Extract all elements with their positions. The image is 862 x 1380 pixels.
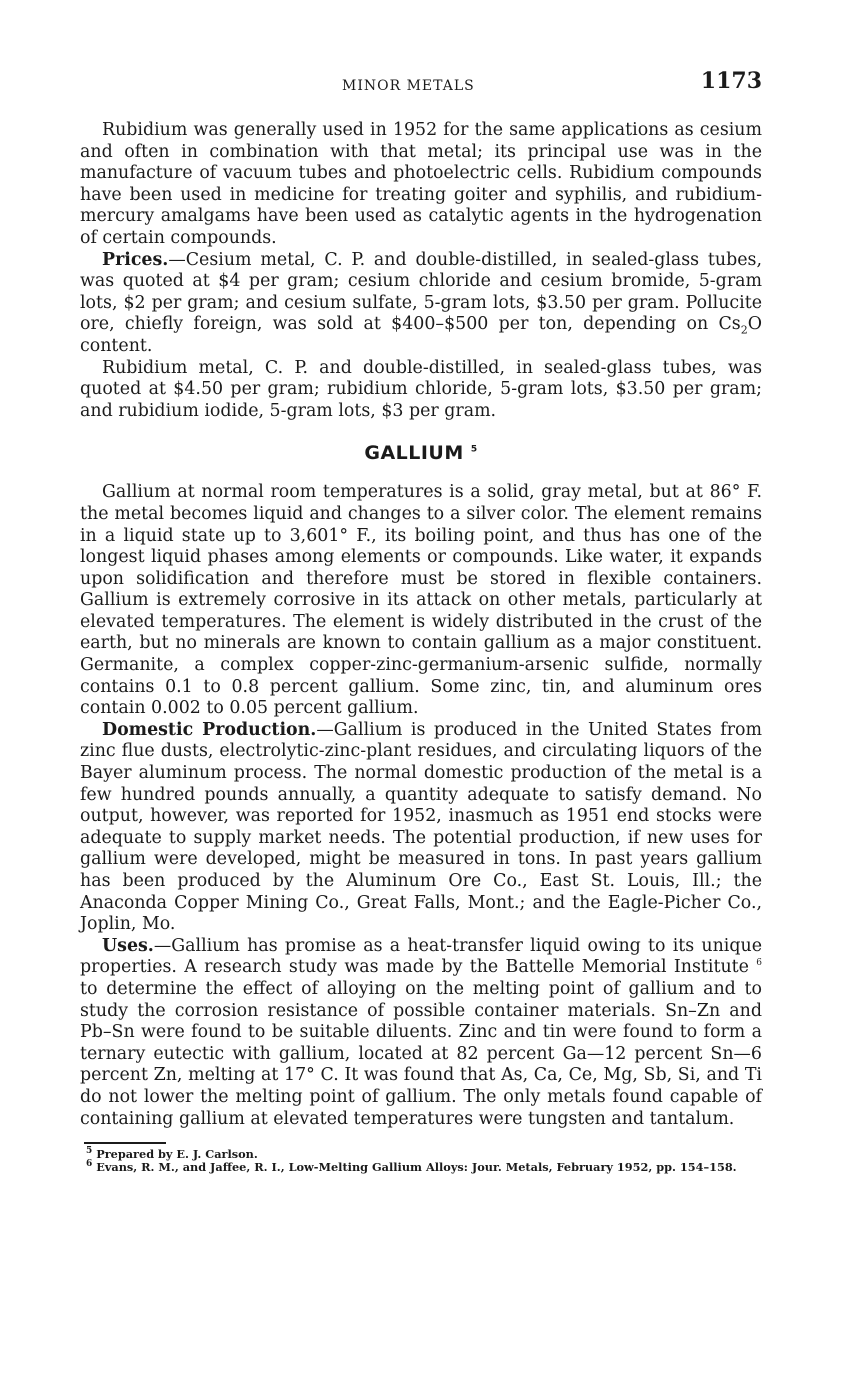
prices-text-end: O content. [80, 314, 762, 356]
footnote-text: Evans, R. M., and Jaffee, R. I., Low-Melting Gallium Alloys: Jour. Metals, February 1952, pp. 154–158. [96, 1160, 737, 1175]
prices-heading: Prices. [102, 249, 169, 270]
section-heading-gallium [80, 442, 762, 464]
page-number: 1173 [700, 68, 762, 94]
paragraph-gallium-intro: Gallium at normal room temperatures is a solid, gray metal, but at 86° F. the metal becomes liquid and changes to a silver color. The element remains in a liquid state up to 3,601° F., its boiling point, and thus has one of the longest liquid phases among elements or compounds. Like water, it expands upon solidification and therefore must be stored in flexible containers. Gallium is extremely corrosive in its attack on other metals, particularly at elevated temperatures. The element is widely distributed in the crust of the earth, but no minerals are known to contain gallium as a major constituent. Germanite, a complex copper-zinc-germanium-arsenic sulfide, normally contains 0.1 to 0.8 percent gallium. Some zinc, tin, and aluminum ores contain 0.002 to 0.05 percent gallium. [80, 482, 762, 719]
footnote-ref-6: 6 [756, 958, 762, 969]
paragraph-rubidium-uses: Rubidium was generally used in 1952 for the same applications as cesium and often in combination with that metal; its principal use was in the manufacture of vacuum tubes and photoelectric cells. Rubidium compounds have been used in medicine for treating goiter and syphilis, and rubidium-mercury amalgams have been used as catalytic agents in the hydrogenation of certain compounds. [80, 120, 762, 248]
paragraph-uses [80, 936, 762, 1130]
running-title: MINOR METALS [342, 78, 475, 94]
paragraph-rubidium-prices: Rubidium metal, C. P. and double-distilled, in sealed-glass tubes, was quoted at $4.50 per gram; rubidium chloride, 5-gram lots, $3.50 per gram; and rubidium iodide, 5-gram lots, $3 per gram. [80, 357, 762, 421]
domestic-production-heading: Domestic Production. [102, 719, 317, 740]
footnote-text: Prepared by E. J. Carlson. [96, 1147, 258, 1162]
document-page [80, 66, 762, 1174]
prices-text: —Cesium metal, C. P. and double-distilled, in sealed-glass tubes, was quoted at $4 per gram; cesium chloride and cesium bromide, 5-gram lots, $2 per gram; and cesium sulfate, 5-gram lots, $3.50 per gram. Pollucite ore, chiefly foreign, was sold at $400–$500 per ton, depending on Cs [80, 249, 762, 335]
footnotes [86, 1148, 762, 1174]
domestic-production-text: —Gallium is produced in the United States from zinc flue dusts, electrolytic-zinc-plant residues, and circulating liquors of the Bayer aluminum process. The normal domestic production of the metal is a few hundred pounds annually, a quantity adequate to satisfy demand. No output, however, was reported for 1952, inasmuch as 1951 end stocks were adequate to supply market needs. The potential production, if new uses for gallium were developed, might be measured in tons. In past years gallium has been produced by the Aluminum Ore Co., East St. Louis, Ill.; the Anaconda Copper Mining Co., Great Falls, Mont.; and the Eagle-Picher Co., Joplin, Mo. [80, 719, 762, 935]
paragraph-prices [80, 250, 762, 358]
running-head [80, 66, 762, 102]
gallium-heading-text: GALLIUM [364, 442, 464, 465]
footnote-ref-5: 5 [470, 444, 478, 455]
uses-text-continued: to determine the effect of alloying on the melting point of gallium and to study the corrosion resistance of possible container materials. Sn–Zn and Pb–Sn were found to be suitable diluents. Zinc and tin were found to form a ternary eutectic with gallium, located at 82 percent Ga—12 percent Sn—6 percent Zn, melting at 17° C. It was found that As, Ca, Ce, Mg, Sb, Si, and Ti do not lower the melting point of gallium. The only metals found capable of containing gallium at elevated temperatures were tungsten and tantalum. [80, 978, 762, 1129]
footnote-divider [84, 1142, 166, 1144]
cs2o-subscript: 2 [740, 323, 748, 337]
footnote-mark: 5 [86, 1146, 93, 1157]
paragraph-domestic-production [80, 720, 762, 936]
footnote-mark: 6 [86, 1159, 93, 1170]
uses-text: —Gallium has promise as a heat-transfer liquid owing to its unique properties. A research study was made by the Battelle Memorial Institute [80, 935, 762, 978]
footnote-6 [86, 1161, 762, 1174]
uses-heading: Uses. [102, 935, 154, 956]
